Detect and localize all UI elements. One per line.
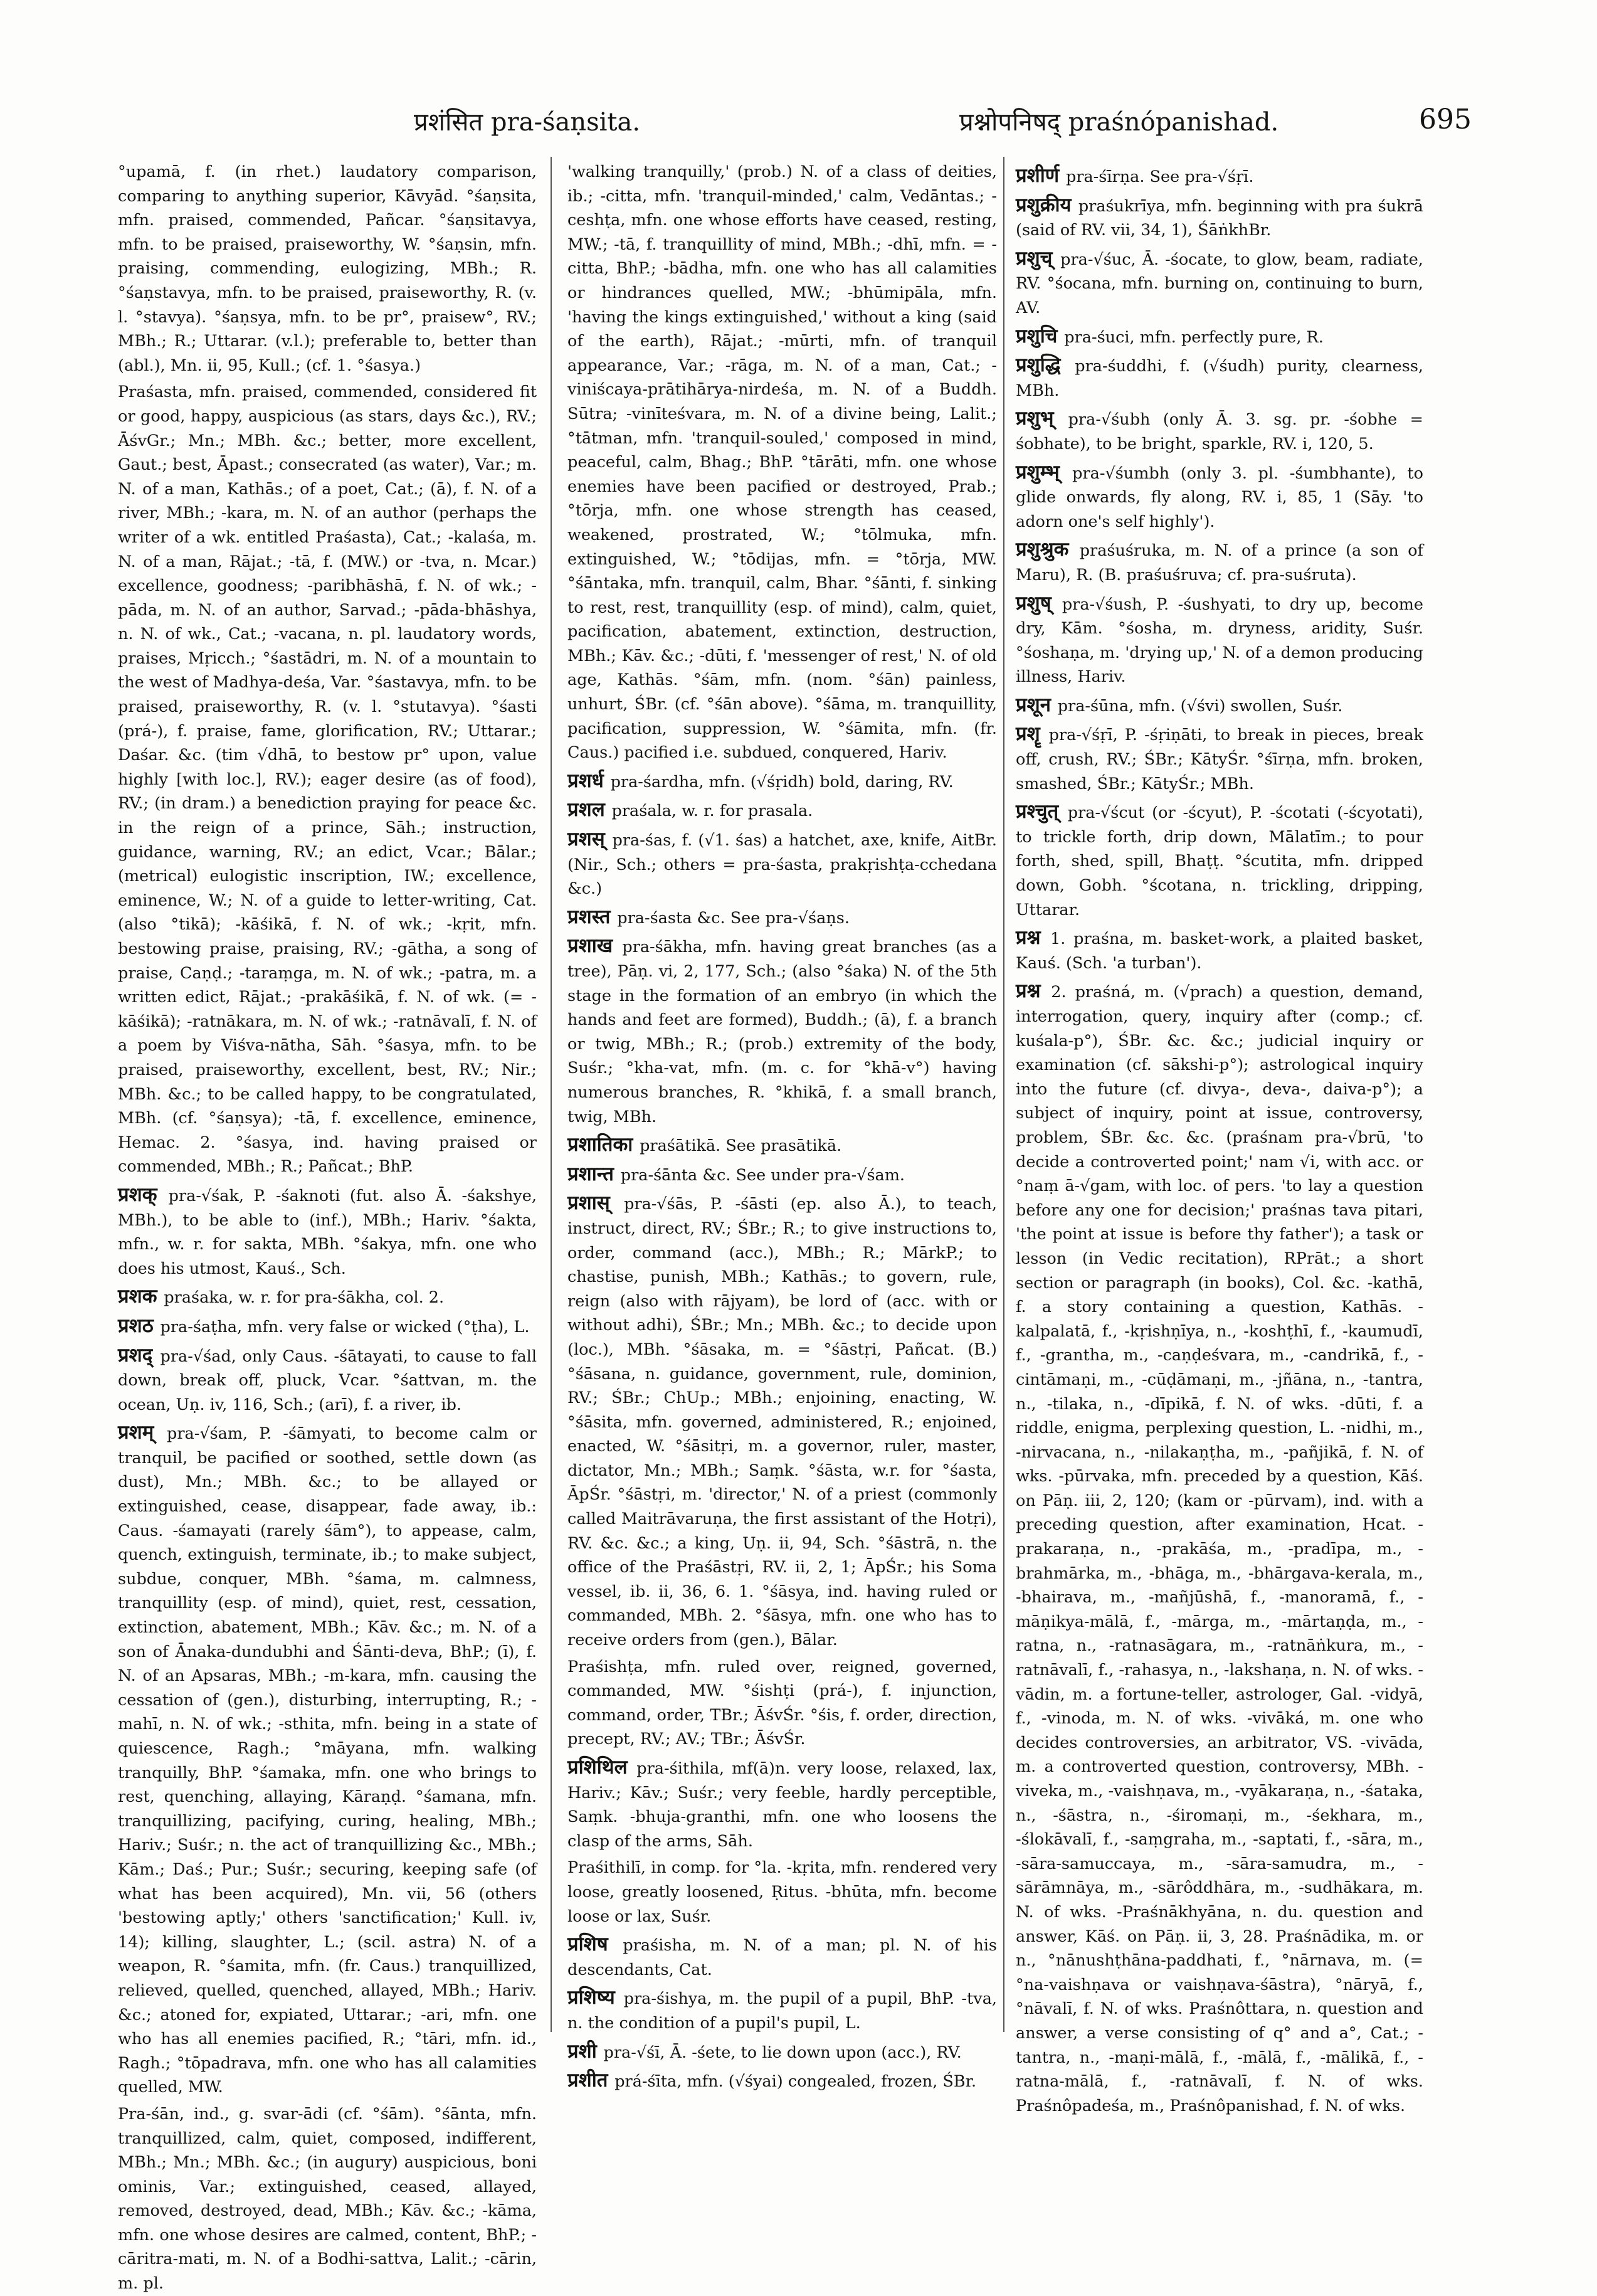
headword: प्रशुक्रीय xyxy=(1016,193,1078,216)
dictionary-entry: प्रशद् pra-√śad, only Caus. -śātayati, to cause to fall down, break off, pluck, Vcar. °śattvan, m. the ocean, Uṇ. iv, 116, Sch.; (arī), f. a river, ib. xyxy=(118,1343,537,1414)
dictionary-entry: प्रशॄ pra-√śṛī, P. -śṛiṇāti, to break in pieces, break off, crush, RV.; ŚBr.; KātyŚr. °śīrṇa, mfn. broken, smashed, ŚBr.; KātyŚr.; MBh. xyxy=(1016,722,1423,793)
headword: प्रशिष xyxy=(567,1933,623,1956)
dictionary-entry: प्रशाख pra-śākha, mfn. having great branches (as a tree), Pāṇ. vi, 2, 177, Sch.; (also °śaka) N. of the 5th stage in the formation of an embryo (in which the hands and feet are formed), Buddh.; (ā), f. a branch or twig, MBh.; R.; (prob.) extremity of the body, Suśr.; °kha-vat, mfn. (m. c. for °khā-v°) having numerous branches, R. °khikā, f. a small branch, twig, MBh. xyxy=(567,934,997,1126)
dictionary-entry: प्रशी pra-√śī, Ā. -śete, to lie down upon (acc.), RV. xyxy=(567,2039,962,2063)
dictionary-entry: प्रशम् pra-√śam, P. -śāmyati, to become calm or tranquil, be pacified or soothed, settle down (as dust), Mn.; MBh. &c.; to be allayed or extinguished, cease, disappear, fade away, ib.: Caus. -śamayati (rarely śām°), to appease, calm, quench, extinguish, terminate, ib.; to make subject, subdue, conquer, MBh. °śama, m. calmness, tranquillity (esp. of mind), quiet, rest, cessation, extinction, abatement, MBh.; Kāv. &c.; m. N. of a son of Ānaka-dundubhi and Śānti-deva, BhP.; (ī), f. N. of an Apsaras, MBh.; -m-kara, mfn. causing the cessation of (gen.), disturbing, interrupting, R.; -mahī, n. N. of wk.; -sthita, mfn. being in a state of quiescence, Ragh.; °māyana, mfn. walking tranquilly, BhP. °śamaka, mfn. one who brings to rest, quenching, allaying, Kāraṇḍ. °śamana, mfn. tranquillizing, pacifying, curing, healing, MBh.; Hariv.; Suśr.; n. the act of tranquillizing &c., MBh.; Kām.; Daś.; Pur.; Suśr.; securing, keeping safe (of what has been acquired), Mn. vii, 56 (others 'bestowing aptly;' others 'sanctification;' Kull. iv, 14); killing, slaughter, L.; (scil. astra) N. of a weapon, R. °śamita, mfn. (fr. Caus.) tranquillized, relieved, quelled, quenched, allayed, MBh.; Hariv. &c.; atoned for, expiated, Uttarar.; -ari, mfn. one who has all enemies pacified, R.; °tāri, mfn. id., Ragh.; °tōpadrava, mfn. one who has all calamities quelled, MW. xyxy=(118,1421,537,2097)
page-header xyxy=(113,103,1497,147)
dictionary-entry: Pra-śān, ind., g. svar-ādi (cf. °śām). °śānta, mfn. tranquillized, calm, quiet, composed, indifferent, MBh.; Mn.; MBh. &c.; (in augury) auspicious, boni ominis, Var.; extinguished, ceased, allayed, removed, destroyed, dead, MBh.; Kāv. &c.; -kāma, mfn. one whose desires are calmed, content, BhP.; -cāritra-mati, m. N. of a Bodhi-sattva, Lalit.; -cārin, m. pl. xyxy=(118,2104,537,2293)
headword: प्रशुश्रुक xyxy=(1016,538,1080,561)
header-center: प्रश्नोपनिषद् praśnópanishad. xyxy=(959,108,1279,137)
headword: प्रशास् xyxy=(567,1192,625,1215)
header-left: प्रशंसित pra-śaṇsita. xyxy=(414,108,641,137)
headword: प्रशुभ् xyxy=(1016,407,1068,430)
headword: प्रशातिका xyxy=(567,1133,640,1156)
dictionary-entry: प्रशास् pra-√śās, P. -śāsti (ep. also Ā.), to teach, instruct, direct, RV.; ŚBr.; R.; to give instructions to, order, command (acc.), MBh.; R.; MārkP.; to chastise, punish, MBh.; Kathās.; to govern, rule, reign (also with rājyam), be lord of (acc. with or without adhi), ŚBr.; Mn.; MBh. &c.; to decide upon (loc.), MBh. °śāsaka, m. = °śāstṛi, Pañcat. (B.) °śāsana, n. guidance, government, rule, dominion, RV.; ŚBr.; ChUp.; MBh.; enjoining, enacting, W. °śāsita, mfn. governed, administered, R.; enjoined, enacted, W. °śāsitṛi, m. a governor, ruler, master, dictator, Mn.; MBh.; Saṃk. °śāsta, w.r. for °śasta, ĀpŚr. °śāstṛi, m. 'director,' N. of a priest (commonly called Maitrāvaruṇa, the first assistant of the Hotṛi), RV. &c. &c.; a king, Uṇ. ii, 94, Sch. °śāstrā, n. the office of the Praśāstṛi, RV. ii, 2, 1; ĀpŚr.; his Soma vessel, ib. ii, 36, 6. 1. °śāsya, ind. having ruled or commanded, MBh. 2. °śāsya, mfn. one who has to receive orders from (gen.), Bālar. xyxy=(567,1192,998,1650)
column-2 xyxy=(567,160,998,2092)
dictionary-entry: प्रश्चुत् pra-√ścut (or -ścyut), P. -ścotati (-ścyotati), to trickle forth, drip down, Mālatīm.; to pour forth, shed, spill, Bhaṭṭ. °ścutita, mfn. dripped down, Gobh. °ścotana, n. trickling, dripping, Uttarar. xyxy=(1016,800,1423,919)
headword: प्रशाख xyxy=(567,934,623,958)
dictionary-entry: प्रशठ pra-śaṭha, mfn. very false or wicked (°ṭha), L. xyxy=(118,1314,530,1337)
headword: प्रशठ xyxy=(118,1314,161,1337)
headword: प्रशॄ xyxy=(1016,722,1049,746)
headword: प्रशिष्य xyxy=(567,1986,624,2009)
headword: प्रशीत xyxy=(567,2069,615,2092)
headword: प्रशक xyxy=(118,1285,164,1308)
dictionary-entry: प्रशक praśaka, w. r. for pra-śākha, col. 2. xyxy=(118,1285,445,1308)
headword: प्रशुद्धि xyxy=(1016,354,1075,377)
page-number: 695 xyxy=(1419,103,1472,135)
column-3 xyxy=(1016,160,1424,2115)
headword: प्रशक् xyxy=(118,1183,169,1206)
dictionary-entry: प्रशिष praśisha, m. N. of a man; pl. N. of his descendants, Cat. xyxy=(567,1933,997,1979)
dictionary-entry: 'walking tranquilly,' (prob.) N. of a class of deities, ib.; -citta, mfn. 'tranquil-minded,' calm, Vedāntas.; -ceshṭa, mfn. one whose efforts have ceased, resting, MW.; -tā, f. tranquillity of mind, MBh.; -dhī, mfn. = -citta, BhP.; -bādha, mfn. one who has all calamities or hindrances quelled, MW.; -bhūmipāla, mfn. 'having the kings extinguished,' without a king (said of the earth), Rājat.; -mūrti, mfn. of tranquil appearance, Var.; -rāga, m. N. of a man, Cat.; -viniścaya-prātihārya-nirdeśa, m. N. of a Buddh. Sūtra; -vinīteśvara, m. N. of a divine being, Lalit.; °tātman, mfn. 'tranquil-souled,' composed in mind, peaceful, calm, Bhag.; BhP. °tārāti, mfn. one whose enemies have been pacified or destroyed, Prab.; °tōrja, mfn. one whose strength has ceased, weakened, prostrated, W.; °tōlmuka, mfn. extinguished, W.; °tōdijas, mfn. = °tōrja, MW. °śāntaka, mfn. tranquil, calm, Bhar. °śānti, f. sinking to rest, rest, tranquillity (esp. of mind), calm, quiet, pacification, abatement, extinction, destruction, MBh.; Kāv. &c.; -dūti, f. 'messenger of rest,' N. of old age, Kathās. °śām, mfn. (nom. °śān) painless, unhurt, ŚBr. (cf. °śān above). °śāma, m. tranquillity, pacification, suppression, W. °śāmita, mfn. (fr. Caus.) pacified i.e. subdued, conquered, Hariv. xyxy=(567,162,997,763)
dictionary-entry: Praśithilī, in comp. for °la. -kṛita, mfn. rendered very loose, greatly loosened, Ṛitus. -bhūta, mfn. become loose or lax, Suśr. xyxy=(567,1858,997,1926)
headword: प्रशस्त xyxy=(567,905,618,928)
dictionary-entry: प्रशर्ध pra-śardha, mfn. (√śṛidh) bold, daring, RV. xyxy=(567,769,954,792)
dictionary-entry: प्रश्न 1. praśna, m. basket-work, a plaited basket, Kauś. (Sch. 'a turban'). xyxy=(1016,926,1423,973)
dictionary-entry: प्रशुक्रीय praśukrīya, mfn. beginning with pra śukrā (said of RV. vii, 34, 1), ŚāṅkhBr. xyxy=(1016,193,1423,240)
dictionary-entry: °upamā, f. (in rhet.) laudatory comparison, comparing to anything superior, Kāvyād. °śaṇsita, mfn. praised, commended, Pañcar. °śaṇsitavya, mfn. to be praised, praiseworthy, W. °śaṇsin, mfn. praising, commending, eulogizing, MBh.; R. °śaṇstavya, mfn. to be praised, praiseworthy, R. (v. l. °stavya). °śaṇsya, mfn. to be pr°, praisew°, RV.; MBh.; R.; Uttarar. (v.l.); preferable to, better than (abl.), Mn. ii, 95, Kull.; (cf. 1. °śasya.) xyxy=(118,162,537,375)
dictionary-entry: प्रशुद्धि pra-śuddhi, f. (√śudh) purity, clearness, MBh. xyxy=(1016,354,1424,400)
headword: प्रशुच् xyxy=(1016,246,1061,270)
headword: प्रश्चुत् xyxy=(1016,800,1068,823)
headword: प्रशीर्ण xyxy=(1016,164,1066,187)
column-1 xyxy=(118,160,537,2293)
headword: प्रशल xyxy=(567,798,612,822)
headword: प्रशस् xyxy=(567,828,613,851)
dictionary-entry: प्रशिथिल pra-śithila, mf(ā)n. very loose, relaxed, lax, Hariv.; Kāv.; Suśr.; very feeble, hardly perceptible, Saṃk. -bhuja-granthi, mfn. one who loosens the clasp of the arms, Sāh. xyxy=(567,1756,997,1851)
dictionary-entry: Praśishṭa, mfn. ruled over, reigned, governed, commanded, MW. °śishṭi (prá-), f. injunction, command, order, TBr.; ĀśvŚr. °śis, f. order, direction, precept, RV.; AV.; TBr.; ĀśvŚr. xyxy=(567,1657,997,1749)
dictionary-entry: प्रशुम्भ् pra-√śumbh (only 3. pl. -śumbhante), to glide onwards, fly along, RV. i, 85, 1 (Sāy. 'to adorn one's self highly'). xyxy=(1016,460,1423,531)
dictionary-entry: Praśasta, mfn. praised, commended, considered fit or good, happy, auspicious (as stars, days &c.), RV.; ĀśvGr.; Mn.; MBh. &c.; better, more excellent, Gaut.; best, Āpast.; consecrated (as water), Var.; m. N. of a man, Kathās.; of a poet, Cat.; (ā), f. N. of a river, MBh.; -kara, m. N. of an author (perhaps the writer of a wk. entitled Praśasta), Cat.; -kalaśa, m. N. of a man, Rājat.; -tā, f. (MW.) or -tva, n. Mcar.) excellence, goodness; -paribhāshā, f. N. of wk.; -pāda, m. N. of an author, Sarvad.; -pāda-bhāshya, n. N. of wk., Cat.; -vacana, n. pl. laudatory words, praises, Mṛicch.; °śastādri, m. N. of a mountain to the west of Madhya-deśa, Var. °śastavya, mfn. to be praised, praiseworthy, R. (v. l. °stutavya). °śasti (prá-), f. praise, fame, glorification, RV.; Uttarar.; Daśar. &c. (tim √dhā, to bestow pr° upon, value highly [with loc.], RV.); eager desire (as of food), RV.; (in dram.) a benediction praying for peace &c. in the reign of a prince, Sāh.; instruction, guidance, warning, RV.; an edict, Vcar.; Bālar.; (metrical) eulogistic inscription, IW.; excellence, eminence, W.; N. of a guide to letter-writing, Cat. (also °tikā); -kāśikā, f. N. of wk.; -kṛit, mfn. bestowing praise, praising, RV.; -gātha, a song of praise, Caṇḍ.; -taraṃga, m. N. of wk.; -patra, m. a written edict, Rājat.; -prakāśikā, f. N. of wk. (= -kāśikā); -ratnākara, m. N. of wk.; -ratnāvalī, f. N. of a poem by Viśva-nātha, Sāh. °śasya, mfn. to be praised, praiseworthy, excellent, best, RV.; Nir.; MBh. &c.; to be called happy, to be congratulated, MBh. (cf. °śaṇsya); -tā, f. excellence, eminence, Hemac. 2. °śasya, ind. having praised or commended, MBh.; R.; Pañcat.; BhP. xyxy=(118,383,537,1177)
headword: प्रशिथिल xyxy=(567,1756,637,1779)
dictionary-entry: प्रशुभ् pra-√śubh (only Ā. 3. sg. pr. -śobhe = śobhate), to be bright, sparkle, RV. i, 120, 5. xyxy=(1016,407,1423,453)
headword: प्रशर्ध xyxy=(567,769,611,792)
headword: प्रश्न xyxy=(1016,980,1051,1003)
dictionary-entry: प्रशातिका praśātikā. See prasātikā. xyxy=(567,1133,842,1156)
dictionary-entry: प्रश्न 2. praśná, m. (√prach) a question, demand, interrogation, query, inquiry after (comp.; cf. kuśala-p°), ŚBr. &c. &c.; judicial inquiry or examination (cf. sākshi-p°); astrological inquiry into the future (cf. divya-, deva-, daiva-p°); a subject of inquiry, point at issue, controversy, problem, ŚBr. &c. &c. (praśnam pra-√brū, 'to decide a controverted point;' nam √i, with acc. or °naṃ ā-√gam, with loc. of pers. 'to lay a question before any one for decision;' praśnas tava pitari, 'the point at issue is before thy father'); a task or lesson (in Vedic recitation), RPrāt.; a short section or paragraph (in books), Col. &c. -kathā, f. a story containing a question, Kathās. -kalpalatā, f., -kṛishṇīya, n., -koshṭhī, f., -kaumudī, f., -grantha, m., -caṇḍeśvara, m., -candrikā, f., -cintāmaṇi, m., -cūḍāmaṇi, m., -jñāna, n., -tantra, n., -tilaka, n., -dīpikā, f. N. of wks. -dūti, f. a riddle, enigma, perplexing question, L. -nidhi, m., -nirvacana, n., -nilakaṇṭha, m., -pañjikā, f. N. of wks. -pūrvaka, mfn. preceded by a question, Kāś. on Pāṇ. iii, 2, 120; (kam or -pūrvam), ind. with a preceding question, after examination, Hcat. -prakaraṇa, n., -prakāśa, m., -pradīpa, m., -brahmārka, m., -bhāga, m., -bhārgava-kerala, m., -bhairava, m., -mañjūshā, f., -manoramā, f., -māṇikya-mālā, f., -mārga, m., -mārtaṇḍa, m., -ratna, n., -ratnasāgara, m., -ratnāṅkura, m., -ratnāvalī, f., -rahasya, n., -lakshaṇa, n. N. of wks. -vādin, m. a fortune-teller, astrologer, Gal. -vidyā, f., -vinoda, m. N. of wks. -vivāká, m. one who decides controversies, an arbitrator, VS. -vivāda, m. a controverted question, controversy, MBh. -viveka, m., -vaishṇava, m., -vyākaraṇa, n., -śataka, n., -śāstra, n., -śiromaṇi, m., -śekhara, m., -ślokāvalī, f., -saṃgraha, m., -saptati, f., -sāra, m., -sāra-samuccaya, m., -sāra-samudra, m., -sārāmnāya, m., -sārôddhāra, m., -sudhākara, m. N. of wks. -Praśnākhyāna, n. du. question and answer, Kāś. on Pāṇ. ii, 3, 28. Praśnādika, m. or n., °nānushṭhāna-paddhati, f., °nārnava, m. (= °na-vaishṇava or vaishṇava-śāstra), °nāryā, f., °nāvalī, f. N. of wks. Praśnôttara, n. question and answer, a verse consisting of q° and a°, Cat.; -tantra, n., -maṇi-mālā, f., -mālā, f., -mālikā, f., -ratna-mālā, f., -ratnāvalī, f. N. of wks. Praśnôpadeśa, m., Praśnôpanishad, f. N. of wks. xyxy=(1016,980,1423,2115)
headword: प्रशुचि xyxy=(1016,324,1065,347)
dictionary-entry: प्रशीर्ण pra-śīrṇa. See pra-√śṛī. xyxy=(1016,164,1254,187)
dictionary-entry: प्रशस्त pra-śasta &c. See pra-√śaṇs. xyxy=(567,905,850,928)
headword: प्रशून xyxy=(1016,693,1058,716)
column-rule xyxy=(1003,157,1004,2032)
headword: प्रशी xyxy=(567,2039,604,2063)
headword: प्रशम् xyxy=(118,1421,167,1444)
dictionary-entry: प्रशुच् pra-√śuc, Ā. -śocate, to glow, beam, radiate, RV. °śocana, mfn. burning on, continuing to burn, AV. xyxy=(1016,246,1424,317)
headword: प्रश्न xyxy=(1016,926,1051,950)
headword: प्रशान्त xyxy=(567,1162,621,1185)
dictionary-entry: प्रशुष् pra-√śush, P. -śushyati, to dry up, become dry, Kām. °śosha, m. dryness, aridity, Suśr. °śoshaṇa, m. 'drying up,' N. of a demon producing illness, Hariv. xyxy=(1016,591,1423,687)
dictionary-entry: प्रशक् pra-√śak, P. -śaknoti (fut. also Ā. -śakshye, MBh.), to be able to (inf.), MBh.; Hariv. °śakta, mfn., w. r. for sakta, MBh. °śakya, mfn. one who does his utmost, Kauś., Sch. xyxy=(118,1183,537,1278)
dictionary-entry: प्रशून pra-śūna, mfn. (√śvi) swollen, Suśr. xyxy=(1016,693,1343,716)
column-rule xyxy=(551,157,552,2032)
dictionary-entry: प्रशुचि pra-śuci, mfn. perfectly pure, R. xyxy=(1016,324,1324,347)
headword: प्रशुष् xyxy=(1016,591,1062,615)
headword: प्रशद् xyxy=(118,1343,161,1367)
dictionary-entry: प्रशल praśala, w. r. for prasala. xyxy=(567,798,813,822)
dictionary-entry: प्रशिष्य pra-śishya, m. the pupil of a pupil, BhP. -tva, n. the condition of a pupil's pupil, L. xyxy=(567,1986,998,2033)
dictionary-entry: प्रशीत prá-śīta, mfn. (√śyai) congealed, frozen, ŚBr. xyxy=(567,2069,977,2092)
headword: प्रशुम्भ् xyxy=(1016,460,1073,484)
dictionary-entry: प्रशुश्रुक praśuśruka, m. N. of a prince (a son of Maru), R. (B. praśuśruva; cf. pra-suśruta). xyxy=(1016,538,1423,585)
dictionary-entry: प्रशस् pra-śas, f. (√1. śas) a hatchet, axe, knife, AitBr. (Nir., Sch.; others = pra-śasta, prakṛishṭa-cchedana &c.) xyxy=(567,828,997,899)
dictionary-entry: प्रशान्त pra-śānta &c. See under pra-√śam. xyxy=(567,1162,905,1185)
